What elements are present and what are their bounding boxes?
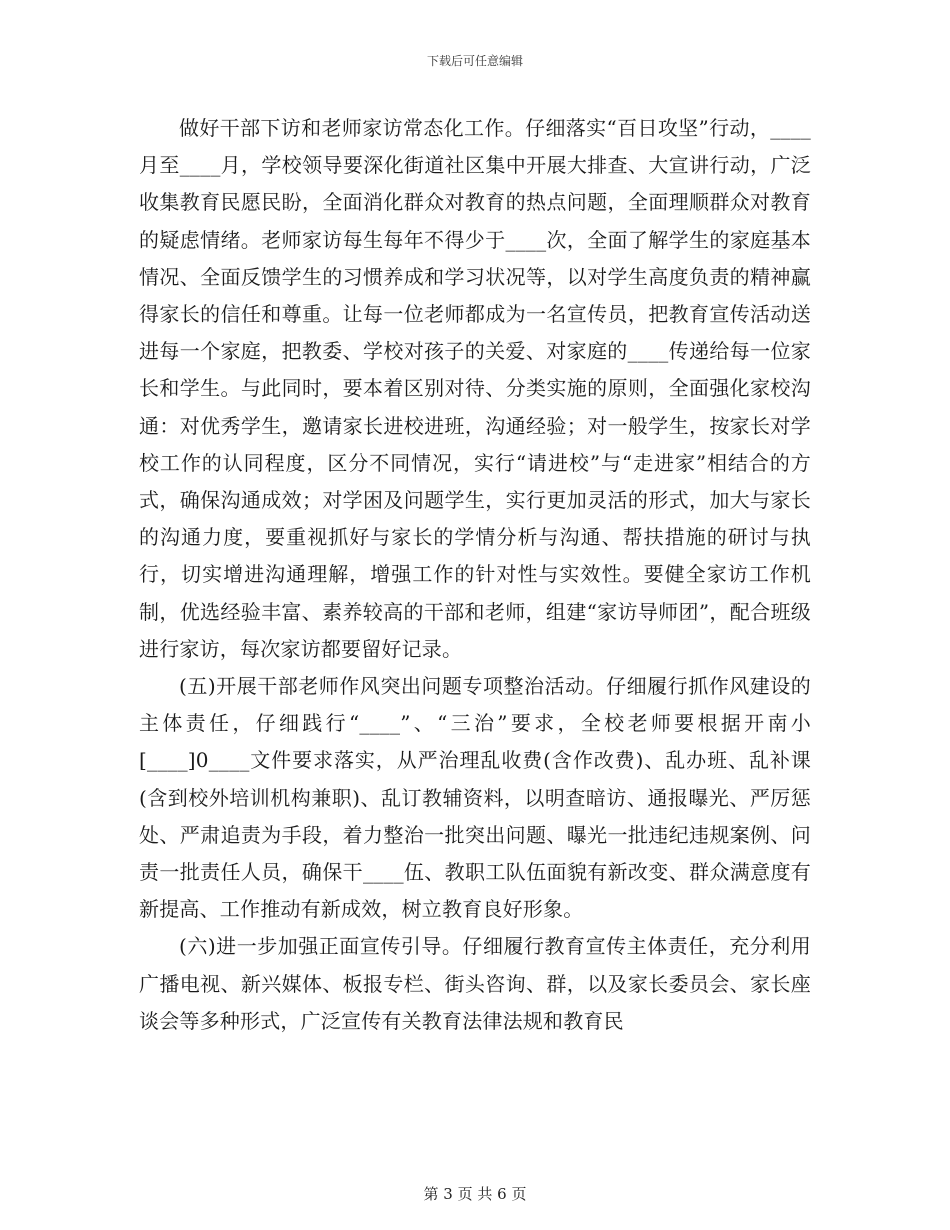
page-footer: 第 3 页 共 6 页	[423, 1185, 527, 1203]
page-header: 下载后可任意编辑	[426, 54, 523, 68]
paragraph-section-5: (五)开展干部老师作风突出问题专项整治活动。仔细履行抓作风建设的主体责任，仔细践行“____”、“三治”要求，全校老师要根据开南小[____]0____文件要求落实，从严治理乱收费(含作改费)、乱办班、乱补课(含到校外培训机构兼职)、乱订教辅资料，以明查暗访、通报曝光、严厉惩处、严肃追责为手段，着力整治一批突出问题、曝光一批违纪违规案例、问责一批责任人员，确保干____伍、教职工队伍面貌有新改变、群众满意度有新提高、工作推动有新成效，树立教育良好形象。	[139, 674, 811, 922]
paragraph-home-visits: 做好干部下访和老师家访常态化工作。仔细落实“百日攻坚”行动，____月至____月，学校领导要深化街道社区集中开展大排查、大宣讲行动，广泛收集教育民愿民盼，全面消化群众对教育的热点问题，全面理顺群众对教育的疑虑情绪。老师家访每生每年不得少于____次，全面了解学生的家庭基本情况、全面反馈学生的习惯养成和学习状况等，以对学生高度负责的精神赢得家长的信任和尊重。让每一位老师都成为一名宣传员，把教育宣传活动送进每一个家庭，把教委、学校对孩子的关爱、对家庭的____传递给每一位家长和学生。与此同时，要本着区别对待、分类实施的原则，全面强化家校沟通：对优秀学生，邀请家长进校进班，沟通经验；对一般学生，按家长对学校工作的认同程度，区分不同情况，实行“请进校”与“走进家”相结合的方式，确保沟通成效；对学困及问题学生，实行更加灵活的形式，加大与家长的沟通力度，要重视抓好与家长的学情分析与沟通、帮扶措施的研讨与执行，切实增进沟通理解，增强工作的针对性与实效性。要健全家访工作机制，优选经验丰富、素养较高的干部和老师，组建“家访导师团”，配合班级进行家访，每次家访都要留好记录。	[139, 116, 811, 661]
paragraph-section-6: (六)进一步加强正面宣传引导。仔细履行教育宣传主体责任，充分利用广播电视、新兴媒体、板报专栏、街头咨询、群，以及家长委员会、家长座谈会等多种形式，广泛宣传有关教育法律法规和教育民	[139, 934, 811, 1033]
document-body	[139, 110, 811, 1040]
